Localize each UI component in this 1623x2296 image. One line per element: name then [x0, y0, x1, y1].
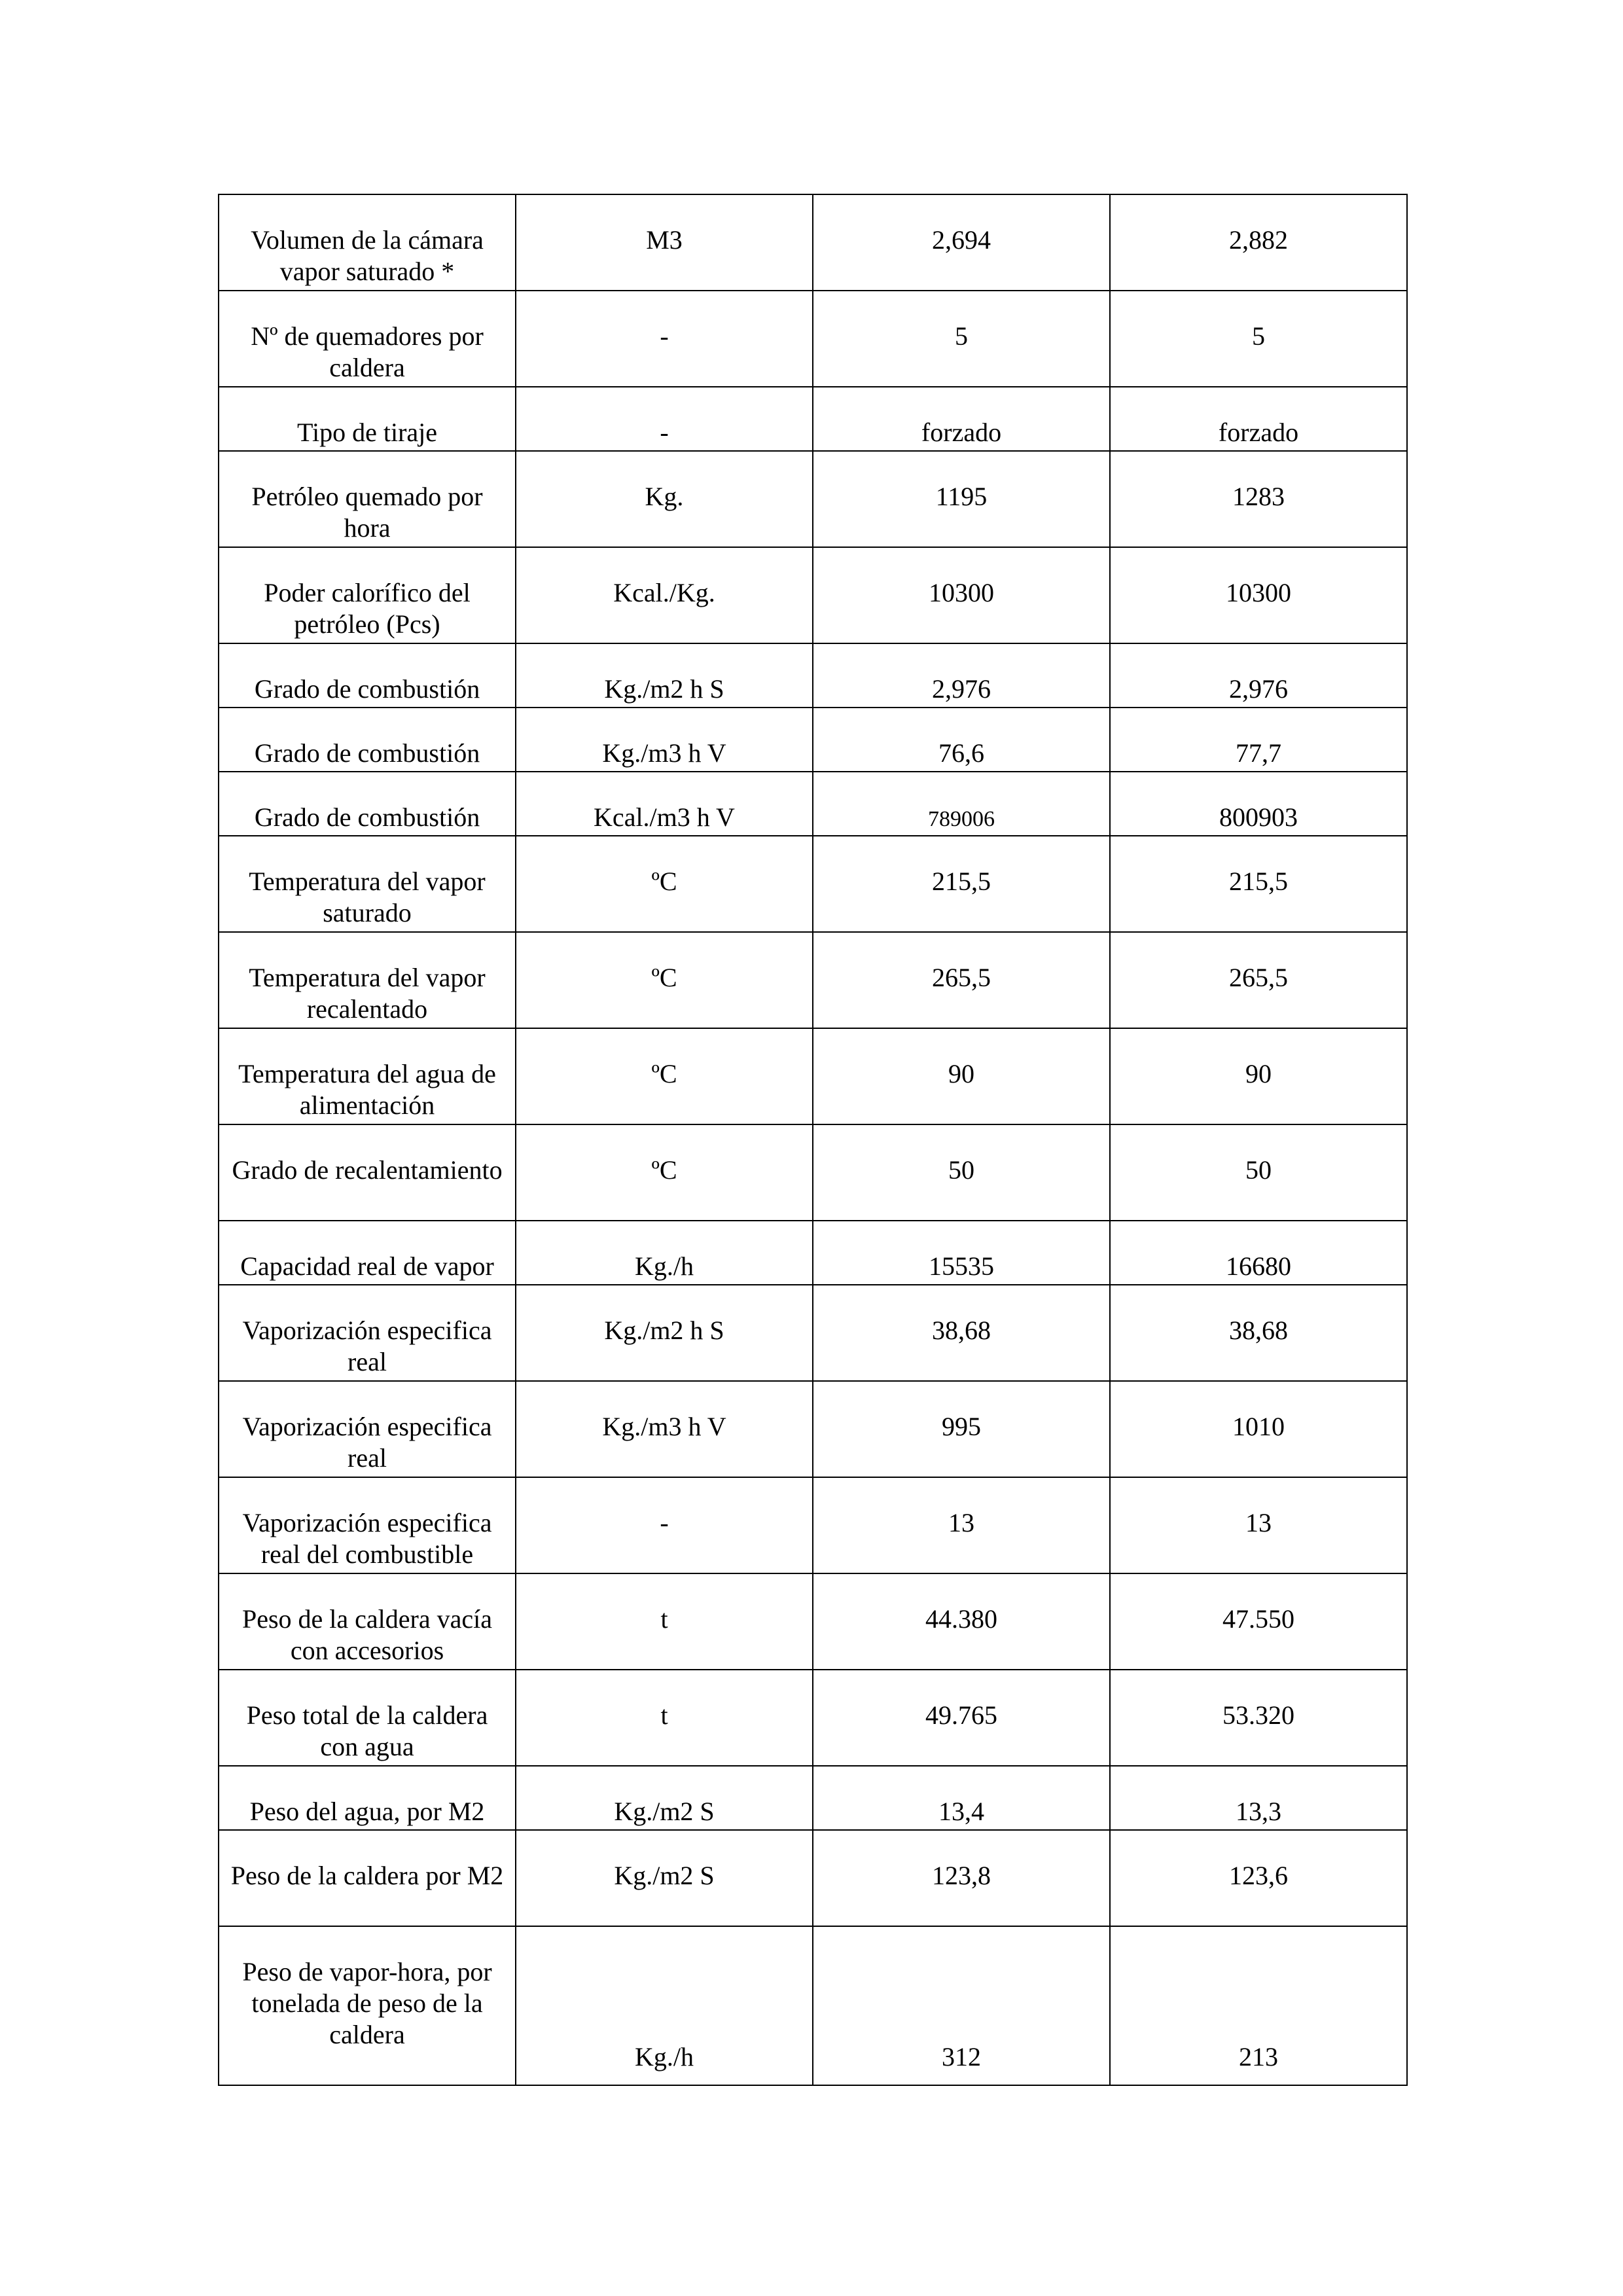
table-row — [219, 1830, 1407, 1926]
row-label: Poder calorífico del petróleo (Pcs) — [219, 547, 516, 643]
row-label: Vaporización especifica real — [219, 1381, 516, 1477]
row-unit: Kg./m2 S — [516, 1830, 813, 1926]
row-label: Vaporización especifica real del combustible — [219, 1477, 516, 1573]
row-value-1: 215,5 — [813, 836, 1110, 932]
row-value-2: 50 — [1110, 1124, 1407, 1221]
row-value-1: 1195 — [813, 451, 1110, 547]
table-row — [219, 451, 1407, 547]
row-unit: M3 — [516, 194, 813, 291]
row-label: Volumen de la cámara vapor saturado * — [219, 194, 516, 291]
row-unit: Kg./m3 h V — [516, 1381, 813, 1477]
row-value-2: 123,6 — [1110, 1830, 1407, 1926]
row-value-1-text: 789006 — [928, 807, 995, 831]
row-value-1: 995 — [813, 1381, 1110, 1477]
row-value-1: 13 — [813, 1477, 1110, 1573]
row-value-2: forzado — [1110, 387, 1407, 451]
table-row — [219, 1766, 1407, 1830]
row-value-2: 47.550 — [1110, 1573, 1407, 1670]
row-label: Grado de combustión — [219, 643, 516, 708]
table-row — [219, 932, 1407, 1028]
table-row — [219, 1670, 1407, 1766]
row-value-1: 2,694 — [813, 194, 1110, 291]
row-value-1: 15535 — [813, 1221, 1110, 1285]
row-unit: - — [516, 1477, 813, 1573]
row-label: Peso de vapor-hora, por tonelada de peso de la caldera — [219, 1926, 516, 2085]
row-value-2: 2,976 — [1110, 643, 1407, 708]
table-row — [219, 1477, 1407, 1573]
row-unit: t — [516, 1670, 813, 1766]
row-value-1: 265,5 — [813, 932, 1110, 1028]
row-label: Vaporización especifica real — [219, 1285, 516, 1381]
row-unit: Kg./m3 h V — [516, 708, 813, 772]
row-value-2: 77,7 — [1110, 708, 1407, 772]
row-value-2: 53.320 — [1110, 1670, 1407, 1766]
row-label: Capacidad real de vapor — [219, 1221, 516, 1285]
row-label: Grado de combustión — [219, 708, 516, 772]
table-row — [219, 1221, 1407, 1285]
row-value-2: 10300 — [1110, 547, 1407, 643]
row-value-2: 13 — [1110, 1477, 1407, 1573]
row-label: Grado de recalentamiento — [219, 1124, 516, 1221]
row-value-1: 44.380 — [813, 1573, 1110, 1670]
row-unit: ºC — [516, 1028, 813, 1124]
row-value-1: 13,4 — [813, 1766, 1110, 1830]
row-value-1: 123,8 — [813, 1830, 1110, 1926]
row-label: Peso de la caldera vacía con accesorios — [219, 1573, 516, 1670]
row-unit: t — [516, 1573, 813, 1670]
table-row — [219, 387, 1407, 451]
row-value-1 — [813, 772, 1110, 836]
row-unit: Kcal./Kg. — [516, 547, 813, 643]
row-unit: Kg. — [516, 451, 813, 547]
row-value-2: 38,68 — [1110, 1285, 1407, 1381]
boiler-specs-table — [218, 194, 1408, 2086]
row-unit: ºC — [516, 932, 813, 1028]
row-unit: Kg./h — [516, 1926, 813, 2085]
row-unit: - — [516, 387, 813, 451]
table-row — [219, 836, 1407, 932]
table-row — [219, 194, 1407, 291]
row-unit: Kg./h — [516, 1221, 813, 1285]
row-value-2: 16680 — [1110, 1221, 1407, 1285]
row-label: Peso del agua, por M2 — [219, 1766, 516, 1830]
row-unit: ºC — [516, 1124, 813, 1221]
row-value-2: 265,5 — [1110, 932, 1407, 1028]
row-value-2: 1283 — [1110, 451, 1407, 547]
row-label: Temperatura del agua de alimentación — [219, 1028, 516, 1124]
row-label: Peso de la caldera por M2 — [219, 1830, 516, 1926]
row-value-2: 90 — [1110, 1028, 1407, 1124]
table-row — [219, 772, 1407, 836]
table-row — [219, 1381, 1407, 1477]
row-unit: Kg./m2 S — [516, 1766, 813, 1830]
row-value-1: 49.765 — [813, 1670, 1110, 1766]
row-value-1: 5 — [813, 291, 1110, 387]
table-row — [219, 1124, 1407, 1221]
table-row — [219, 547, 1407, 643]
table-row — [219, 1285, 1407, 1381]
row-value-2: 5 — [1110, 291, 1407, 387]
row-value-1: forzado — [813, 387, 1110, 451]
row-value-1: 76,6 — [813, 708, 1110, 772]
table-row — [219, 291, 1407, 387]
row-value-2: 2,882 — [1110, 194, 1407, 291]
table-row — [219, 708, 1407, 772]
row-label: Temperatura del vapor saturado — [219, 836, 516, 932]
row-unit: Kcal./m3 h V — [516, 772, 813, 836]
row-label: Tipo de tiraje — [219, 387, 516, 451]
row-unit: ºC — [516, 836, 813, 932]
row-label: Grado de combustión — [219, 772, 516, 836]
table-row — [219, 1573, 1407, 1670]
row-value-2: 800903 — [1110, 772, 1407, 836]
row-label: Petróleo quemado por hora — [219, 451, 516, 547]
row-value-2: 1010 — [1110, 1381, 1407, 1477]
row-value-2: 215,5 — [1110, 836, 1407, 932]
row-unit: Kg./m2 h S — [516, 643, 813, 708]
row-value-1: 312 — [813, 1926, 1110, 2085]
row-value-1: 2,976 — [813, 643, 1110, 708]
row-value-1: 10300 — [813, 547, 1110, 643]
row-value-1: 50 — [813, 1124, 1110, 1221]
row-label: Peso total de la caldera con agua — [219, 1670, 516, 1766]
row-label: Nº de quemadores por caldera — [219, 291, 516, 387]
row-value-2: 13,3 — [1110, 1766, 1407, 1830]
table-row — [219, 1926, 1407, 2085]
row-unit: - — [516, 291, 813, 387]
table-row — [219, 1028, 1407, 1124]
row-value-1: 90 — [813, 1028, 1110, 1124]
row-label: Temperatura del vapor recalentado — [219, 932, 516, 1028]
row-value-1: 38,68 — [813, 1285, 1110, 1381]
row-unit: Kg./m2 h S — [516, 1285, 813, 1381]
table-row — [219, 643, 1407, 708]
row-value-2: 213 — [1110, 1926, 1407, 2085]
